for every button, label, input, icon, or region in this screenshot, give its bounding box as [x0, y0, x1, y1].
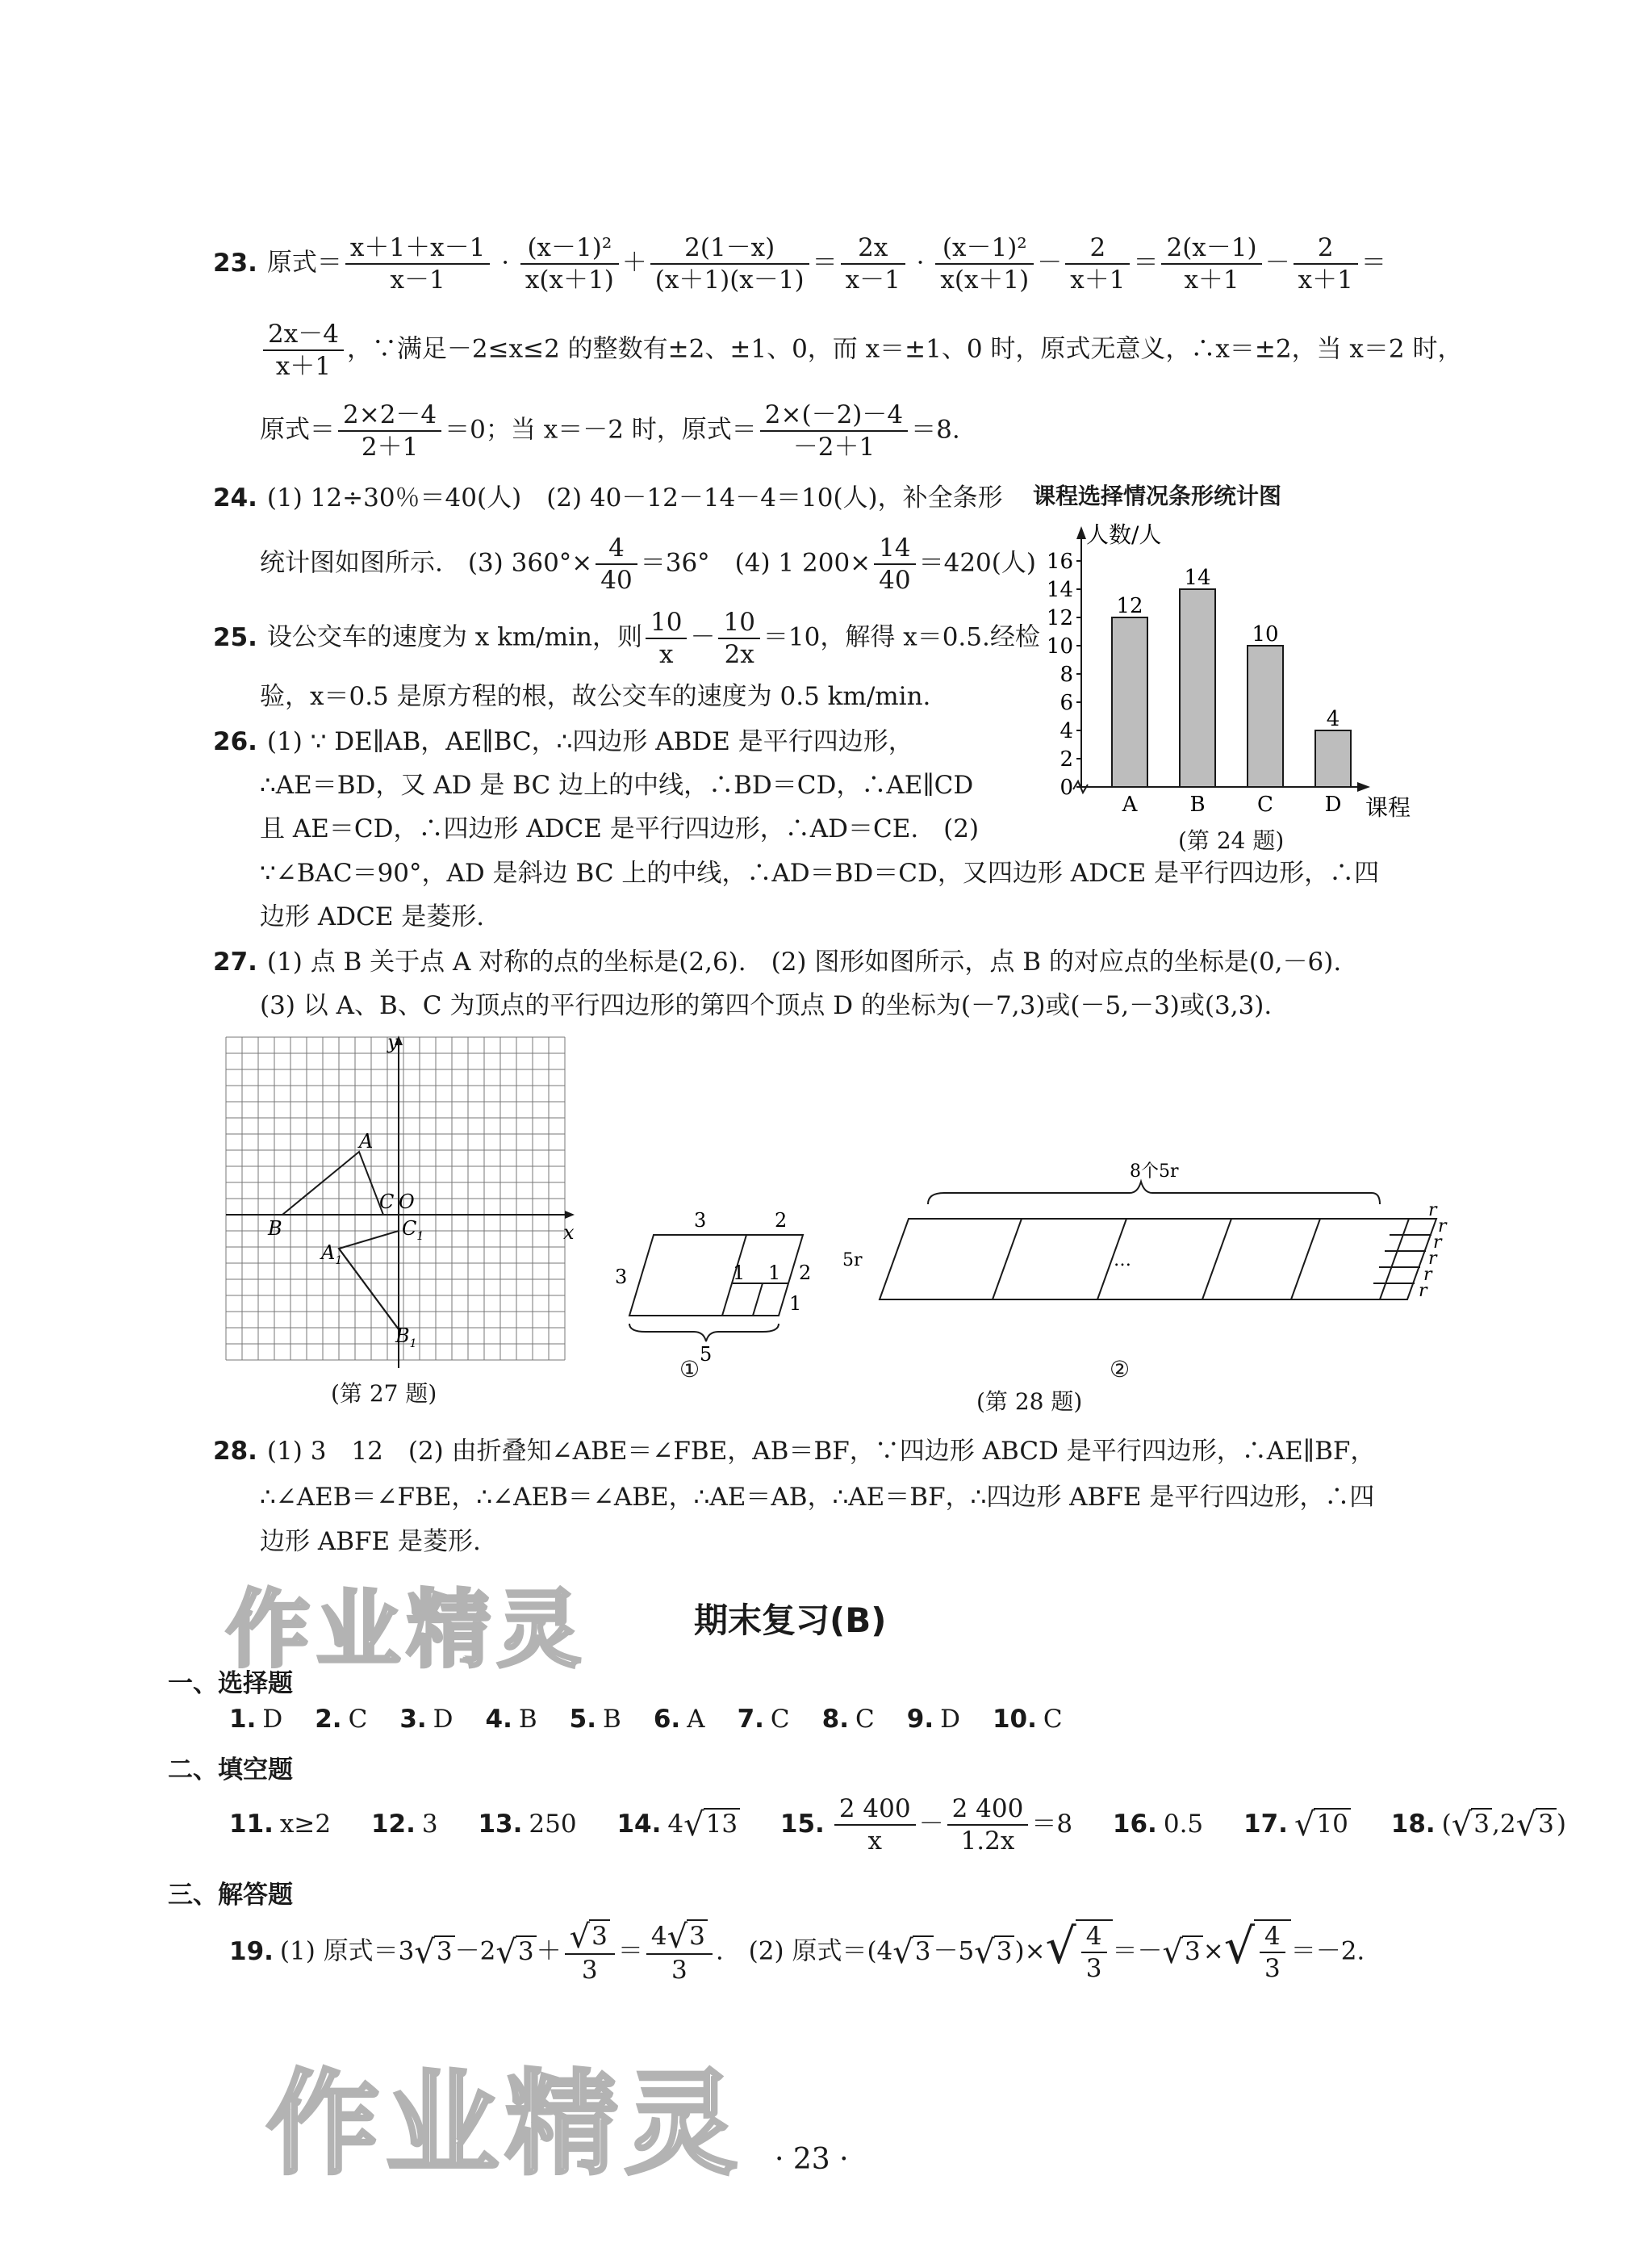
- answer: B: [518, 1705, 537, 1734]
- answer: C: [855, 1705, 875, 1734]
- grid-lines: [226, 1037, 565, 1360]
- triangle-abc: [282, 1152, 383, 1215]
- denominator: x＋1: [1298, 266, 1353, 295]
- numerator: 14: [874, 533, 915, 565]
- text: (: [1441, 1809, 1452, 1839]
- fraction: [947, 1793, 1029, 1856]
- denominator: 3: [671, 1956, 688, 1985]
- x-axis-label: 课程: [1365, 794, 1411, 821]
- text: 验，x＝0.5 是原方程的根，故公交车的速度为 0.5 km/min.: [260, 682, 931, 711]
- fraction: [338, 400, 441, 462]
- q25-line1: [213, 607, 1040, 670]
- numerator: [565, 1919, 615, 1955]
- fraction: [1260, 1921, 1285, 1984]
- text: ＝420(人): [918, 548, 1036, 578]
- fraction: [345, 232, 490, 295]
- q26-line4: ∵∠BAC＝90°，AD 是斜边 BC 上的中线，∴AD＝BD＝CD，又四边形 ADCE 是平行四边形，∴四: [260, 859, 1380, 888]
- label: 3: [694, 1209, 707, 1232]
- fig28-part1: [597, 1203, 823, 1366]
- answer: 3: [421, 1809, 438, 1839]
- y-tick-label: 6: [1060, 691, 1073, 715]
- text: ·: [908, 248, 933, 278]
- subscript: 1: [409, 1337, 417, 1350]
- fraction: [263, 319, 344, 382]
- label: 5r: [842, 1250, 863, 1270]
- section-choice-title: 一、选择题: [168, 1669, 293, 1698]
- radicand: [1254, 1919, 1291, 1984]
- subscript: 1: [416, 1230, 424, 1243]
- numerator: 4: [1081, 1921, 1107, 1953]
- text: ,2: [1492, 1809, 1516, 1839]
- text: －5: [933, 1936, 975, 1966]
- q25-number: 25.: [213, 622, 257, 652]
- item-number: 4.: [485, 1705, 512, 1734]
- sqrt-sign: √: [495, 1933, 516, 1971]
- item-number: 14.: [616, 1809, 662, 1839]
- q28-number: 28.: [213, 1437, 257, 1466]
- divider: [993, 1219, 1022, 1299]
- text: 设公交车的速度为 x km/min，则: [266, 622, 643, 652]
- answer: C: [770, 1705, 790, 1734]
- text: －: [1264, 248, 1290, 278]
- denominator: 3: [1085, 1954, 1102, 1983]
- coef: 4: [650, 1922, 667, 1951]
- fraction: [646, 607, 687, 670]
- answer: C: [348, 1705, 368, 1734]
- q26-line2: ∴AE＝BD，又 AD 是 BC 边上的中线，∴BD＝CD，∴AE∥CD: [260, 771, 974, 800]
- text: (1) 12÷30％＝40(人) (2) 40－12－14－4＝10(人)，补全条形: [266, 483, 1003, 513]
- segment: [339, 1249, 399, 1329]
- text: )×: [1014, 1936, 1046, 1966]
- fig28-sub2: ②: [1110, 1356, 1131, 1383]
- y-ticks: [1047, 550, 1081, 800]
- denominator: 1.2x: [960, 1827, 1015, 1856]
- answer: [1294, 1806, 1351, 1843]
- radicand: 3: [687, 1919, 708, 1952]
- label: 2: [775, 1209, 788, 1232]
- label-c: C: [379, 1190, 395, 1213]
- fraction: [565, 1919, 615, 1986]
- y-axis-arrow: [1076, 526, 1086, 539]
- coordinate-grid-figure: [226, 1031, 581, 1376]
- text: (1) 点 B 关于点 A 对称的点的坐标是(2,6). (2) 图形如图所示，点 B 的对应点的坐标是(0,－6).: [266, 948, 1342, 977]
- denominator: x－1: [845, 266, 901, 295]
- numerator: 2 400: [947, 1793, 1029, 1826]
- item-number: 2.: [315, 1705, 342, 1734]
- letter: A: [321, 1241, 336, 1264]
- sqrt-sign: √: [1223, 1918, 1255, 1975]
- label-b: B: [268, 1217, 282, 1240]
- fraction: [1065, 232, 1130, 295]
- radicand: 3: [589, 1919, 610, 1952]
- brace: [928, 1182, 1380, 1204]
- fraction: [874, 533, 915, 596]
- numerator: 2×(－2)－4: [760, 400, 908, 432]
- label: r: [1438, 1216, 1447, 1237]
- q19-number: 19.: [229, 1936, 274, 1966]
- numerator: (x－1)²: [520, 232, 619, 265]
- radicand: 3: [1536, 1808, 1557, 1839]
- fraction: [760, 400, 908, 462]
- fig28-part2: [831, 1161, 1447, 1324]
- divider: [1202, 1219, 1231, 1299]
- q24-line1: [213, 482, 1003, 514]
- strip: [880, 1219, 1436, 1299]
- denominator: (x＋1)(x－1): [654, 266, 805, 295]
- fraction: [1081, 1921, 1107, 1984]
- label: r: [1428, 1249, 1437, 1269]
- q28-line1: [213, 1435, 1375, 1467]
- text: －: [690, 622, 716, 652]
- label: r: [1419, 1281, 1427, 1301]
- fig28-caption: (第 28 题): [976, 1388, 1083, 1415]
- denominator: x: [659, 640, 674, 669]
- numerator: 2x－4: [263, 319, 344, 351]
- y-tick-label: 8: [1060, 663, 1073, 687]
- fraction: [1161, 232, 1261, 295]
- item-number: 16.: [1112, 1809, 1157, 1839]
- letter: C: [402, 1217, 417, 1240]
- q24-number: 24.: [213, 483, 257, 513]
- item-number: 18.: [1390, 1809, 1436, 1839]
- answer: C: [1043, 1705, 1063, 1734]
- divider: [1380, 1219, 1409, 1299]
- text: 原式＝: [260, 415, 335, 445]
- numerator: 2(1－x): [650, 232, 809, 265]
- label: r: [1423, 1265, 1432, 1285]
- sqrt-sign: √: [569, 1919, 591, 1956]
- triangle-a1b1c1: [339, 1231, 399, 1329]
- text: ＝8: [1031, 1809, 1073, 1839]
- q26-line5: 边形 ADCE 是菱形.: [260, 902, 485, 931]
- denominator: 2x: [724, 640, 754, 669]
- numerator: 2(x－1): [1161, 232, 1261, 265]
- denominator: 3: [1264, 1954, 1281, 1983]
- label: 1: [789, 1292, 802, 1315]
- answer: x≥2: [279, 1809, 332, 1839]
- item-number: 3.: [399, 1705, 427, 1734]
- sqrt-sign: √: [892, 1933, 913, 1971]
- text: ): [1556, 1809, 1566, 1839]
- item-number: 9.: [906, 1705, 934, 1734]
- answer: [1441, 1806, 1566, 1843]
- q26-line3: 且 AE＝CD，∴四边形 ADCE 是平行四边形，∴AD＝CE. (2): [260, 814, 980, 843]
- denominator: x＋1: [275, 352, 332, 381]
- answer: B: [603, 1705, 621, 1734]
- numerator: 4: [1260, 1921, 1285, 1953]
- fraction: [646, 1919, 713, 1986]
- label: 1: [733, 1262, 746, 1284]
- label: 1: [768, 1262, 781, 1284]
- label: …: [1114, 1250, 1131, 1270]
- sqrt-sign: √: [667, 1919, 688, 1956]
- subscript: 1: [335, 1254, 343, 1267]
- y-tick-label: 10: [1046, 634, 1073, 659]
- numerator: 2 400: [834, 1793, 916, 1826]
- item-number: 11.: [229, 1809, 274, 1839]
- q28-line2: ∴∠AEB＝∠FBE，∴∠AEB＝∠ABE，∴AE＝AB，∴AE＝BF，∴四边形 ABFE 是平行四边形，∴四: [260, 1483, 1375, 1512]
- denominator: 3: [581, 1956, 598, 1985]
- denominator: x＋1: [1070, 266, 1126, 295]
- divider: [1291, 1219, 1320, 1299]
- label-c1: [402, 1217, 424, 1243]
- item-number: 10.: [992, 1705, 1037, 1734]
- text: 统计图如图所示. (3) 360°×: [260, 548, 593, 578]
- inner-line: [753, 1283, 763, 1316]
- answer: [667, 1806, 740, 1843]
- q25-line2: [260, 680, 930, 713]
- category-label: A: [1122, 793, 1138, 817]
- fraction: [935, 232, 1034, 295]
- section-title: 期末复习(B): [694, 1601, 887, 1640]
- label-y: y: [387, 1031, 399, 1053]
- numerator: 2x: [841, 232, 905, 265]
- watermark: 作业精灵: [266, 2059, 745, 2191]
- denominator: 40: [879, 566, 911, 595]
- category-label: B: [1189, 793, 1206, 817]
- x-axis-arrow: [565, 1211, 575, 1219]
- text: ＋: [621, 248, 647, 278]
- text: ＝－2.: [1290, 1936, 1365, 1966]
- fill-answers: [229, 1793, 1566, 1856]
- q26-line1: [213, 726, 913, 758]
- item-number: 13.: [478, 1809, 523, 1839]
- denominator: x: [867, 1827, 882, 1856]
- item-number: 5.: [569, 1705, 597, 1734]
- radicand: 3: [1182, 1935, 1203, 1966]
- bar-a: [1112, 617, 1147, 787]
- text: 原式＝: [266, 248, 342, 278]
- fraction: [834, 1793, 916, 1856]
- numerator: 4: [596, 533, 637, 565]
- bar-d: [1315, 730, 1351, 787]
- section-fill-title: 二、填空题: [168, 1755, 293, 1785]
- bar-chart: [1046, 517, 1436, 839]
- bar-value-label: 12: [1116, 594, 1143, 618]
- text: ＝: [1133, 248, 1159, 278]
- radicand: 3: [1471, 1808, 1492, 1839]
- numerator: [646, 1919, 713, 1955]
- y-tick-label: 0: [1060, 776, 1073, 800]
- watermark: 作业精灵: [226, 1580, 588, 1679]
- sqrt-sign: √: [1162, 1933, 1184, 1971]
- denominator: x＋1: [1184, 266, 1239, 295]
- label-o: O: [399, 1190, 415, 1213]
- text: (1) 原式＝3: [279, 1936, 415, 1966]
- chart-caption: (第 24 题): [1178, 827, 1285, 854]
- item-number: 7.: [737, 1705, 764, 1734]
- denominator: x－1: [390, 266, 445, 295]
- sqrt-sign: √: [683, 1806, 704, 1843]
- radicand: 10: [1314, 1808, 1350, 1839]
- answer: D: [940, 1705, 960, 1734]
- chart-title: 课程选择情况条形统计图: [1033, 483, 1282, 509]
- text: －2: [454, 1936, 496, 1966]
- answer: [831, 1794, 1073, 1856]
- q28-line3: 边形 ABFE 是菱形.: [260, 1527, 481, 1556]
- item-number: 12.: [370, 1809, 416, 1839]
- text: ×: [1202, 1936, 1224, 1966]
- bar-value-label: 10: [1252, 622, 1279, 647]
- label: 2: [799, 1262, 812, 1284]
- category-label: D: [1324, 793, 1342, 817]
- item-number: 8.: [821, 1705, 850, 1734]
- denominator: 40: [600, 566, 633, 595]
- label: 8个5r: [1130, 1161, 1179, 1182]
- q27-line1: [213, 946, 1341, 978]
- q23-line1: [213, 232, 1386, 295]
- fig28-sub1: ①: [679, 1356, 700, 1383]
- fraction: [718, 607, 759, 670]
- choice-answers: [229, 1705, 1095, 1734]
- numerator: 2: [1294, 232, 1358, 265]
- fig27-caption: (第 27 题): [331, 1380, 437, 1407]
- text: ＝－: [1112, 1936, 1163, 1966]
- text: (1) 3 12 (2) 由折叠知∠ABE＝∠FBE，AB＝BF，∵四边形 ABCD 是平行四边形，∴AE∥BF，: [266, 1437, 1376, 1466]
- radicand: 3: [994, 1935, 1015, 1966]
- q24-line2: [260, 533, 1036, 596]
- text: －: [918, 1809, 944, 1839]
- answer: 0.5: [1163, 1809, 1204, 1839]
- radicand: 3: [516, 1935, 537, 1966]
- answer: 250: [529, 1809, 577, 1839]
- sqrt-sign: √: [1515, 1806, 1537, 1843]
- sqrt-sign: √: [974, 1933, 995, 1971]
- radicand: 3: [434, 1935, 455, 1966]
- x-axis-arrow: [1357, 782, 1370, 792]
- page-number: · 23 ·: [775, 2143, 849, 2176]
- bar-value-label: 4: [1326, 707, 1340, 731]
- y-axis-label: 人数/人: [1086, 521, 1162, 548]
- q19-solution: [229, 1919, 1365, 1986]
- y-tick-label: 2: [1060, 747, 1073, 772]
- q26-number: 26.: [213, 727, 257, 756]
- text: ＝36° (4) 1 200×: [640, 548, 871, 578]
- radicand: 3: [913, 1935, 934, 1966]
- sqrt-sign: √: [414, 1933, 435, 1971]
- q23-line3: [260, 400, 960, 462]
- sqrt-sign: √: [1451, 1806, 1473, 1843]
- denominator: 2＋1: [361, 433, 419, 462]
- radicand: [1076, 1919, 1113, 1984]
- y-tick-label: 12: [1046, 606, 1073, 630]
- item-number: 1.: [229, 1705, 257, 1734]
- label: 3: [615, 1266, 628, 1288]
- text: ·: [493, 248, 517, 278]
- text: ＝: [1360, 248, 1386, 278]
- q23-line2: [260, 319, 1463, 382]
- sqrt-sign: √: [1294, 1806, 1315, 1843]
- item-number: 17.: [1243, 1809, 1288, 1839]
- answer: D: [262, 1705, 283, 1734]
- text: ＝8.: [911, 415, 960, 445]
- denominator: x(x＋1): [525, 266, 614, 295]
- text: ，∵满足－2≤x≤2 的整数有±2、±1、0，而 x＝±1、0 时，原式无意义，∴x＝±2，当 x＝2 时，: [346, 334, 1463, 364]
- bars: [1112, 566, 1351, 817]
- category-label: C: [1257, 793, 1273, 817]
- item-number: 6.: [653, 1705, 681, 1734]
- fraction: [596, 533, 637, 596]
- text: ＝: [812, 248, 838, 278]
- label-b1: [395, 1324, 417, 1350]
- text: －: [1037, 248, 1063, 278]
- sqrt-sign: √: [1045, 1918, 1076, 1975]
- label: r: [1433, 1232, 1442, 1253]
- q27-line2: (3) 以 A、B、C 为顶点的平行四边形的第四个顶点 D 的坐标为(－7,3)或(－5,－3)或(3,3).: [260, 991, 1273, 1020]
- fraction: [650, 232, 809, 295]
- fraction: [841, 232, 905, 295]
- y-tick-label: 4: [1060, 719, 1073, 743]
- bar-value-label: 14: [1184, 566, 1211, 590]
- text: . (2) 原式＝(4: [715, 1936, 893, 1966]
- denominator: x(x＋1): [940, 266, 1030, 295]
- denominator: －2＋1: [792, 433, 876, 462]
- numerator: 2×2－4: [338, 400, 441, 432]
- y-tick-label: 16: [1046, 550, 1073, 574]
- text: ＝0；当 x＝－2 时，原式＝: [445, 415, 757, 445]
- label-x: x: [563, 1221, 575, 1244]
- text: (1) ∵ DE∥AB，AE∥BC，∴四边形 ABDE 是平行四边形，: [266, 727, 913, 756]
- q27-number: 27.: [213, 948, 257, 977]
- text: ＋: [536, 1936, 562, 1966]
- answer: A: [687, 1705, 705, 1734]
- label-a: A: [359, 1130, 374, 1153]
- text: ＝: [617, 1936, 643, 1966]
- coef: 4: [667, 1809, 684, 1839]
- numerator: 10: [646, 607, 687, 639]
- letter: B: [395, 1324, 410, 1347]
- numerator: 10: [718, 607, 759, 639]
- numerator: 2: [1065, 232, 1130, 265]
- numerator: (x－1)²: [935, 232, 1034, 265]
- bar-c: [1248, 646, 1283, 787]
- brace: [629, 1324, 779, 1341]
- label: 5: [700, 1343, 713, 1366]
- label: r: [1428, 1200, 1437, 1220]
- fraction: [520, 232, 619, 295]
- answer: D: [433, 1705, 453, 1734]
- section-solve-title: 三、解答题: [168, 1881, 293, 1910]
- radicand: 13: [704, 1808, 740, 1839]
- text: ＝10，解得 x＝0.5.经检: [763, 622, 1040, 652]
- y-tick-label: 14: [1046, 578, 1073, 602]
- numerator: x＋1＋x－1: [345, 232, 490, 265]
- q23-number: 23.: [213, 248, 257, 278]
- fraction: [1294, 232, 1358, 295]
- bar-b: [1180, 589, 1215, 787]
- item-number: 15.: [779, 1809, 825, 1839]
